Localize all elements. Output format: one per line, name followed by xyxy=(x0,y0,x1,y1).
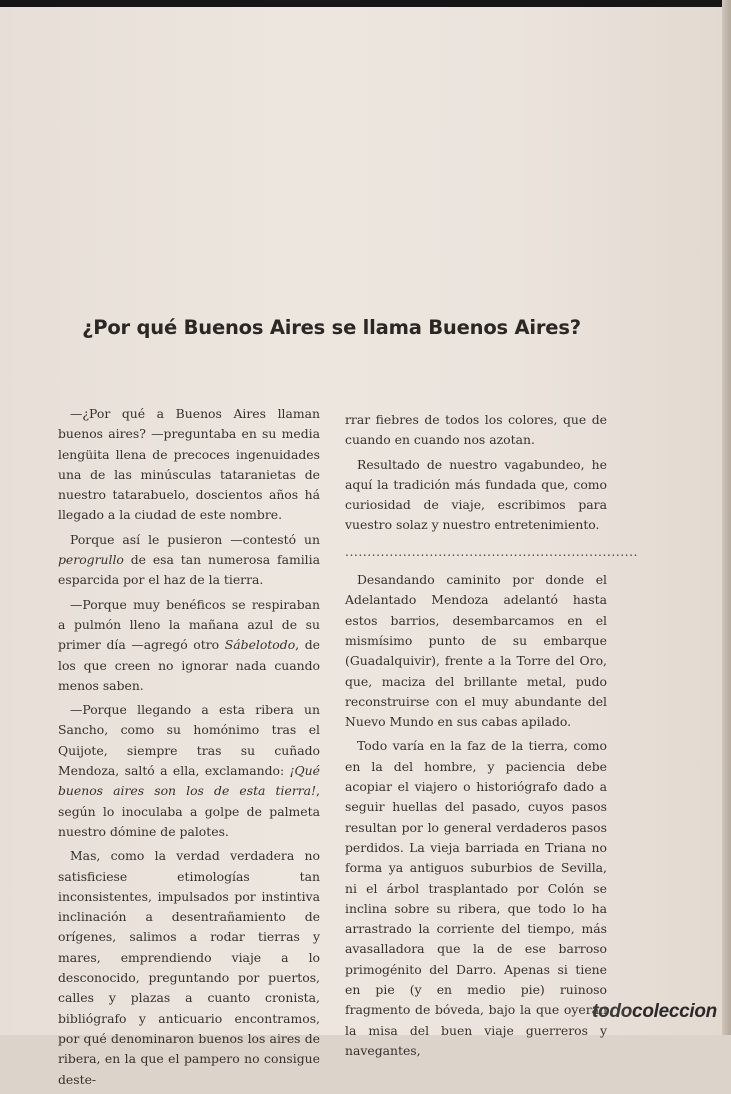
paragraph: —Porque llegando a esta ribera un Sancho, como su homónimo tras el Quijote, siempre tras su cuñado Mendoza, saltó a ella, exclamando: ¡Qué buenos aires son los de esta tierra!, según lo inoculaba a golpe de palmeta nuestro dómine de palotes. xyxy=(58,702,320,839)
paragraph: —¿Por qué a Buenos Aires llaman buenos aires? —preguntaba en su media lengüita llena de precoces ingenuidades una de las minúsculas tataranietas de nuestro tatarabuelo, doscientos años há llegado a la ciudad de este nombre. xyxy=(58,406,320,523)
paragraph: Porque así le pusieron —contestó un perogrullo de esa tan numerosa familia esparcida por el haz de la tierra. xyxy=(58,531,320,588)
paragraph: —Porque muy benéficos se respiraban a pulmón lleno la mañana azul de su primer día —agregó otro Sábelotodo, de los que creen no ignorar nada cuando menos saben. xyxy=(58,596,320,693)
text-column-left xyxy=(58,404,320,1094)
paragraph: Resultado de nuestro vagabundeo, he aquí la tradición más fundada que, como curiosidad de viaje, escribimos para vuestro solaz y nuestro entretenimiento. xyxy=(345,456,607,533)
article-title: ¿Por qué Buenos Aires se llama Buenos Aires? xyxy=(82,316,581,339)
paragraph: rrar fiebres de todos los colores, que de cuando en cuando nos azotan. xyxy=(345,412,607,448)
scan-right-edge xyxy=(722,0,731,1035)
paragraph: Mas, como la verdad verdadera no satisficiese etimologías tan inconsistentes, impulsados por instintiva inclinación a desentrañamiento de orígenes, salimos a rodar tierras y mares, emprendiendo viaje a lo desconocido, preguntando por puertos, calles y plazas a cuanto cronista, bibliógrafo y anticuario encontramos, por qué denominaron buenos los aires de ribera, en la que el pampero no consigue deste- xyxy=(58,848,320,1087)
paragraph: Desandando caminito por donde el Adelantado Mendoza adelantó hasta estos barrios, desembarcamos en el mismísimo punto de su embarque (Guadalquivir), frente a la Torre del Oro, que, maciza del brillante metal, pudo reconstruirse con el muy abundante del Nuevo Mundo en sus cabas apilado. xyxy=(345,572,607,730)
text-column-right xyxy=(345,410,638,1065)
scan-top-edge xyxy=(0,0,731,7)
section-break-dots: .................................................................. xyxy=(345,543,638,559)
watermark-logo: todocoleccion xyxy=(592,1001,717,1022)
paragraph: Todo varía en la faz de la tierra, como en la del hombre, y paciencia debe acopiar el viajero o historiógrafo dado a seguir huellas del pasado, cuyos pasos resultan por lo general verdaderos pasos perdidos. La vieja barriada en Triana no forma ya antiguos suburbios de Sevilla, ni el árbol trasplantado por Colón se inclina sobre su ribera, que todo lo ha arrastrado la corriente del tiempo, más avasalladora que la de ese barroso primogénito del Darro. Apenas si tiene en pie (y en medio pie) ruinoso fragmento de bóveda, bajo la que oyeran la misa del buen viaje guerreros y navegantes, xyxy=(345,738,607,1058)
